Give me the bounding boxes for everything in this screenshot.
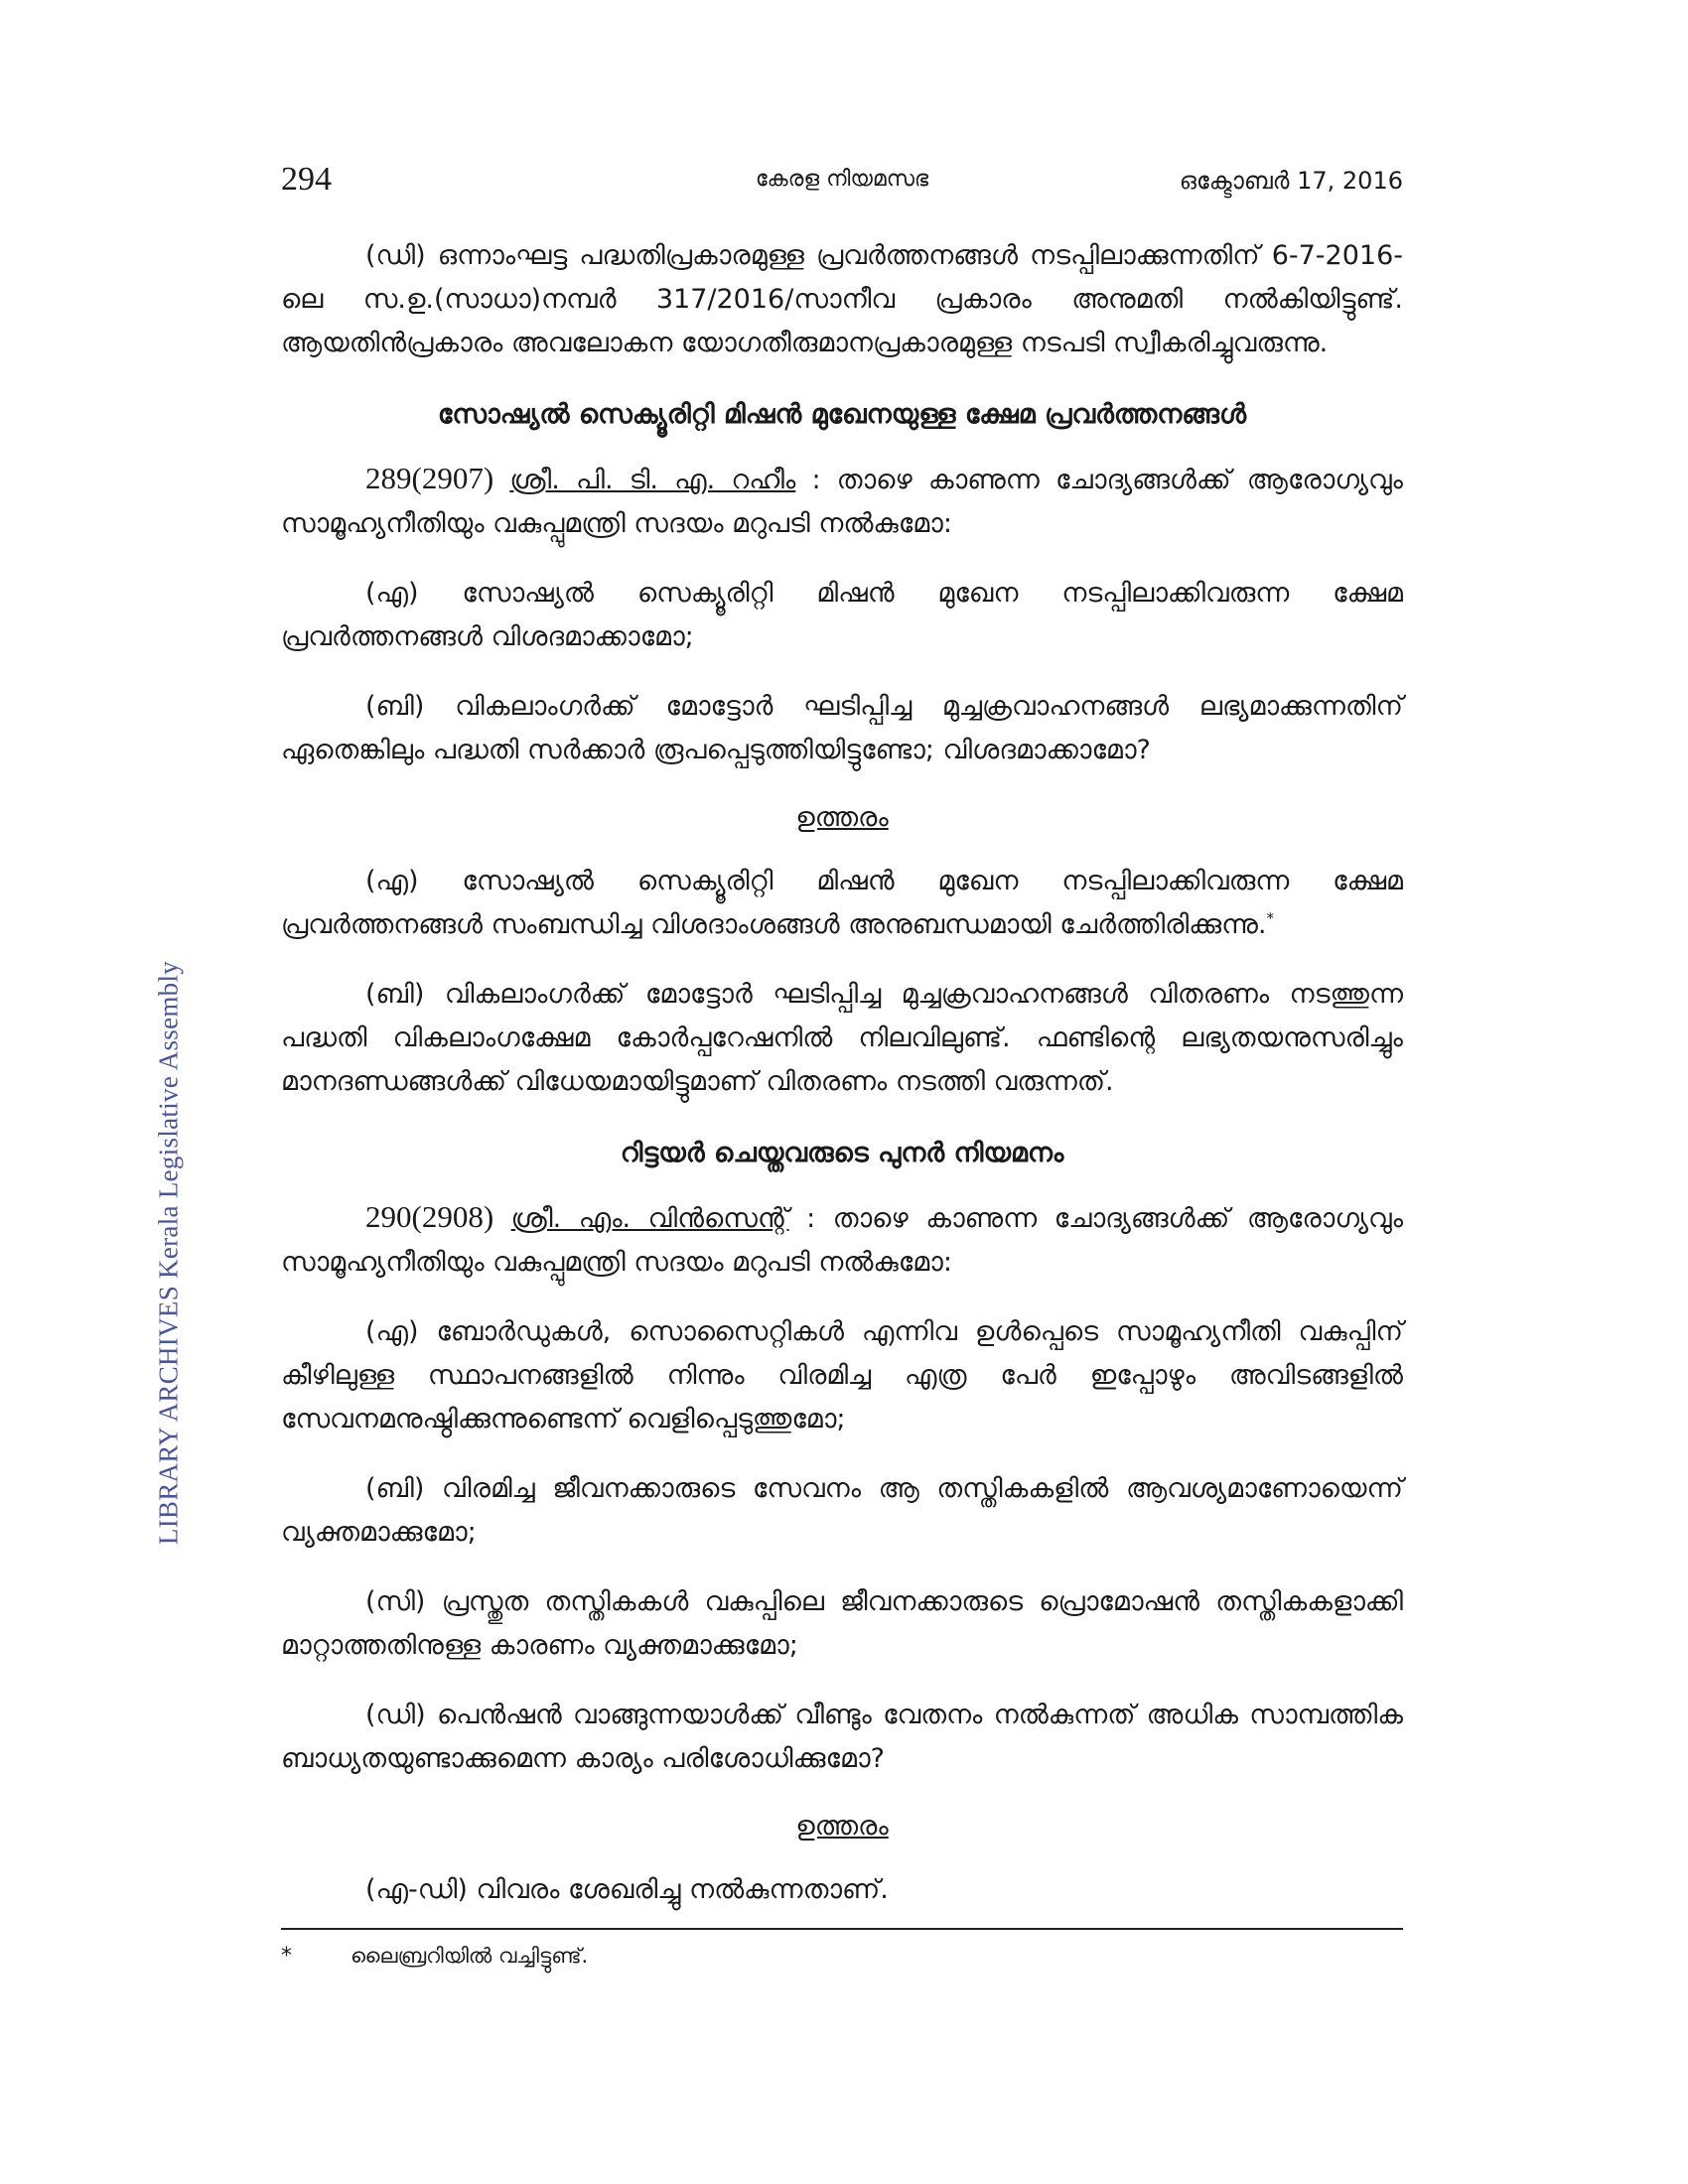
answer-text: (എ) സോഷ്യൽ സെക്യൂരിറ്റി മിഷൻ മുഖേന നടപ്പിലാക്കിവരുന്ന ക്ഷേമ പ്രവർത്തനങ്ങൾ സംബന്ധിച്ച വിശദാംശങ്ങൾ അനുബന്ധമായി ചേർത്തിരിക്കുന്നു. <box>281 866 1403 940</box>
section-heading-reappointment: റിട്ടയർ ചെയ്തവരുടെ പുനർ നിയമനം <box>620 1138 1064 1168</box>
document-page <box>281 149 1403 1969</box>
question-number: 290(2908) <box>365 1199 494 1234</box>
library-archives-stamp: LIBRARY ARCHIVES Kerala Legislative Assembly <box>153 960 184 1546</box>
section-heading-social-security: സോഷ്യൽ സെക്യൂരിറ്റി മിഷൻ മുഖേനയുള്ള ക്ഷേമ പ്രവർത്തനങ്ങൾ <box>437 399 1247 430</box>
answer-item: (എ-ഡി) വിവരം ശേഖരിച്ചു നൽകുന്നതാണ്. <box>365 1874 889 1905</box>
question-intro: : താഴെ കാണുന്ന ചോദ്യങ്ങൾക്ക് ആരോഗ്യവും സാമൂഹ്യനീതിയും വകുപ്പുമന്ത്രി സദയം മറുപടി നൽകുമോ: <box>281 1203 1404 1278</box>
question-item: (ബി) വികലാംഗർക്ക് മോട്ടോർ ഘടിപ്പിച്ച മുച്ചക്രവാഹനങ്ങൾ ലഭ്യമാക്കുന്നതിന് ഏതെങ്കിലും പദ്ധതി സർക്കാർ രൂപപ്പെടുത്തിയിട്ടുണ്ടോ; വിശദമാക്കാമോ? <box>281 691 1403 765</box>
question-item: (സി) പ്രസ്തുത തസ്തികകൾ വകുപ്പിലെ ജീവനക്കാരുടെ പ്രൊമോഷൻ തസ്തികകളാക്കി മാറ്റാത്തതിനുള്ള കാരണം വ്യക്തമാക്കുമോ; <box>281 1586 1403 1661</box>
answer-heading: ഉത്തരം <box>795 1811 889 1842</box>
answer-item <box>281 860 1403 947</box>
question-paragraph-290 <box>281 1195 1403 1285</box>
footnote <box>281 1944 1403 1969</box>
member-name: ശ്രീ. എം. വിൻസെന്റ് <box>510 1203 789 1234</box>
question-number: 289(2907) <box>365 461 494 495</box>
question-intro: : താഴെ കാണുന്ന ചോദ്യങ്ങൾക്ക് ആരോഗ്യവും സാമൂഹ്യനീതിയും വകുപ്പുമന്ത്രി സദയം മറുപടി നൽകുമോ: <box>281 465 1403 539</box>
question-item: (എ) ബോർഡുകൾ, സൊസൈറ്റികൾ എന്നിവ ഉൾപ്പെടെ സാമൂഹ്യനീതി വകുപ്പിന് കീഴിലുള്ള സ്ഥാപനങ്ങളിൽ നിന്നും വിരമിച്ച എത്ര പേർ ഇപ്പോഴും അവിടങ്ങളിൽ സേവനമനുഷ്ഠിക്കുന്നുണ്ടെന്ന് വെളിപ്പെടുത്തുമോ; <box>281 1316 1403 1434</box>
question-item: (എ) സോഷ്യൽ സെക്യൂരിറ്റി മിഷൻ മുഖേന നടപ്പിലാക്കിവരുന്ന ക്ഷേമ പ്രവർത്തനങ്ങൾ വിശദമാക്കാമോ; <box>281 578 1403 652</box>
answer-heading: ഉത്തരം <box>795 802 889 833</box>
header-title: കേരള നിയമസഭ <box>755 167 929 192</box>
question-item: (ഡി) പെൻഷൻ വാങ്ങുന്നയാൾക്ക് വീണ്ടും വേതനം നൽകുന്നത് അധിക സാമ്പത്തിക ബാധ്യതയുണ്ടാക്കുമെന്ന കാര്യം പരിശോധിക്കുമോ? <box>281 1700 1403 1774</box>
answer-item: (ബി) വികലാംഗർക്ക് മോട്ടോർ ഘടിപ്പിച്ച മുച്ചക്രവാഹനങ്ങൾ വിതരണം നടത്തുന്ന പദ്ധതി വികലാംഗക്ഷേമ കോർപ്പറേഷനിൽ നിലവിലുണ്ട്. ഫണ്ടിന്റെ ലഭ്യതയനുസരിച്ചും മാനദണ്ഡങ്ങൾക്ക് വിധേയമായിട്ടുമാണ് വിതരണം നടത്തി വരുന്നത്. <box>281 979 1403 1097</box>
footnote-mark: * <box>281 1944 292 1969</box>
page-header <box>281 149 1403 208</box>
page-number: 294 <box>281 161 332 198</box>
footnote-divider <box>281 1928 1403 1930</box>
question-item: (ബി) വിരമിച്ച ജീവനക്കാരുടെ സേവനം ആ തസ്തികകളിൽ ആവശ്യമാണോയെന്ന് വ്യക്തമാക്കുമോ; <box>281 1473 1403 1548</box>
member-name: ശ്രീ. പി. ടി. എ. റഹീം <box>509 465 796 495</box>
intro-paragraph: (ഡി) ഒന്നാംഘട്ട പദ്ധതിപ്രകാരമുള്ള പ്രവർത്തനങ്ങൾ നടപ്പിലാക്കുന്നതിന് 6-7-2016-ലെ സ.ഉ.(സാധാ)നമ്പർ 317/2016/സാനീവ പ്രകാരം അനുമതി നൽകിയിട്ടുണ്ട്. ആയതിൻപ്രകാരം അവലോകന യോഗതീരുമാനപ്രകാരമുള്ള നടപടി സ്വീകരിച്ചുവരുന്നു. <box>281 240 1403 358</box>
header-date: ഒക്ടോബർ 17, 2016 <box>1179 167 1403 195</box>
footnote-reference: * <box>1266 909 1275 927</box>
question-paragraph-289 <box>281 457 1403 546</box>
footnote-text: ലൈബ്രറിയിൽ വച്ചിട്ടുണ്ട്. <box>351 1944 589 1968</box>
